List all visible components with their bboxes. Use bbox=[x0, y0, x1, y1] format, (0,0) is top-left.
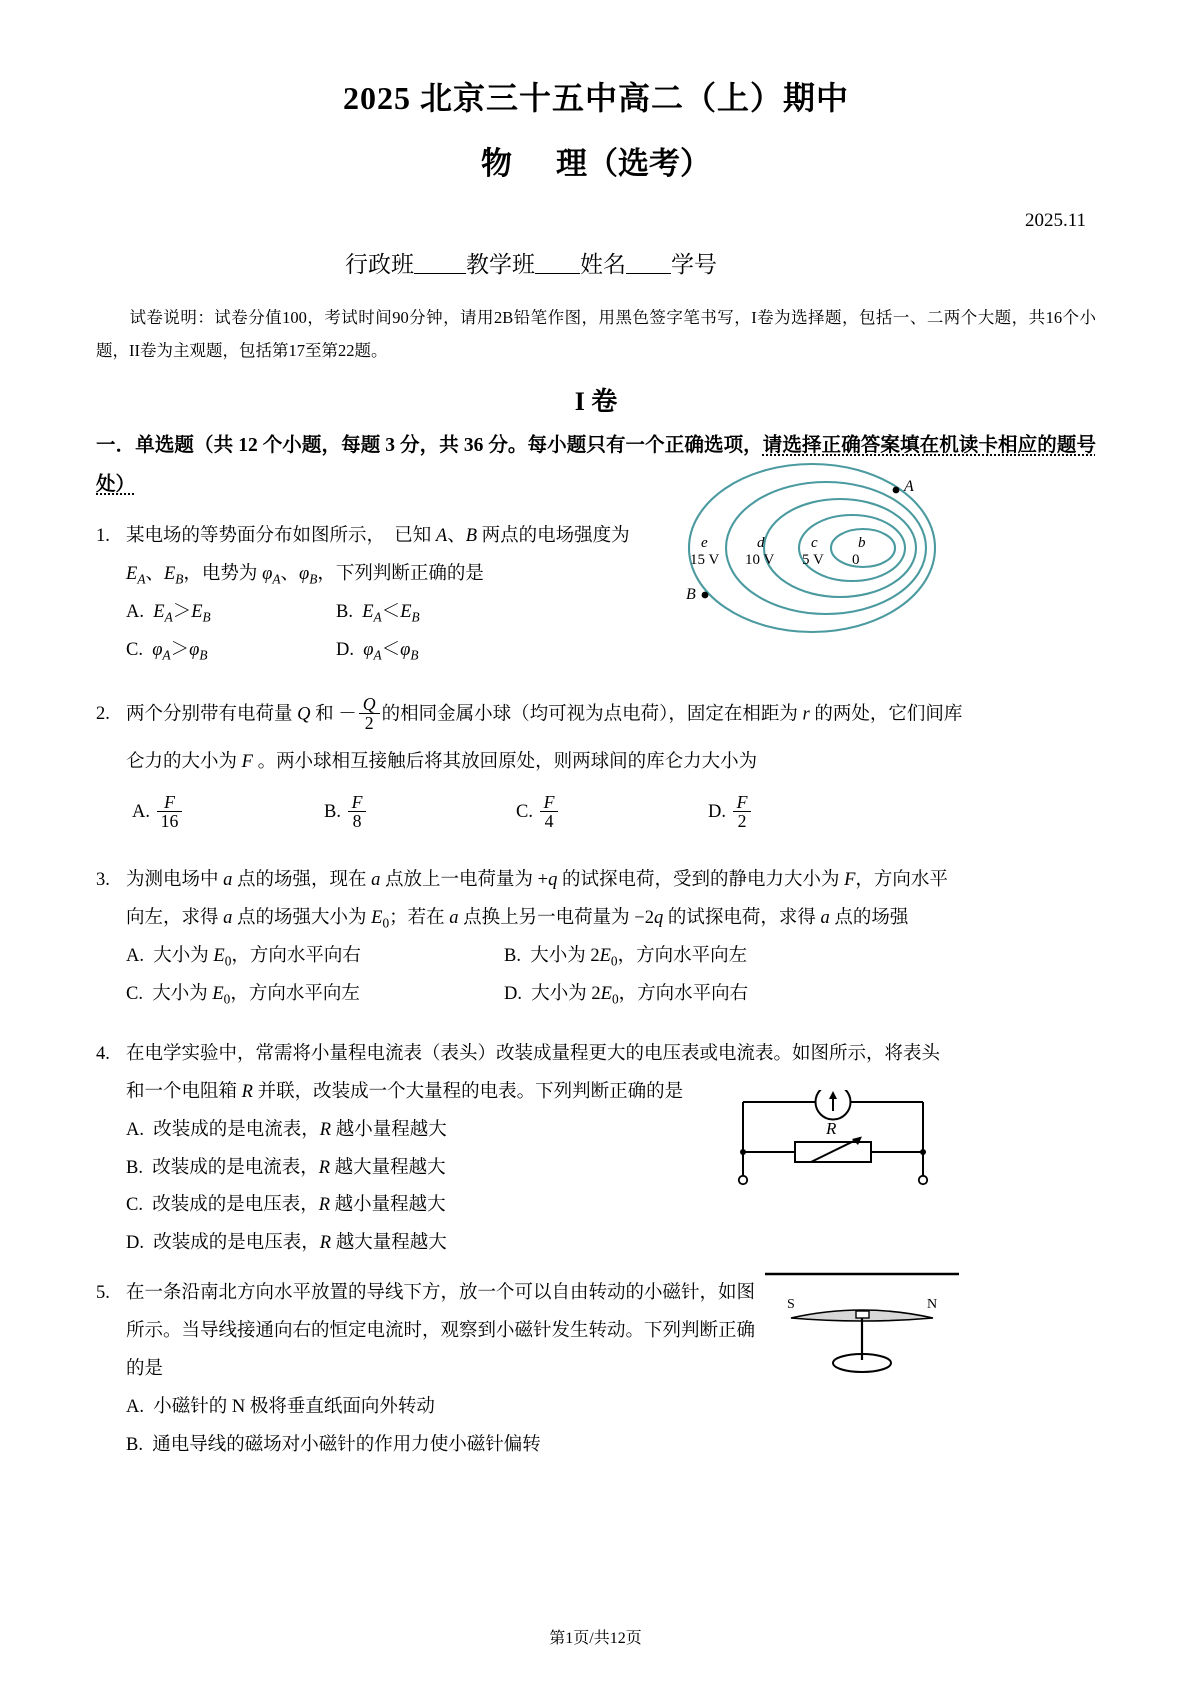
paper-part-heading: I 卷 bbox=[574, 386, 618, 416]
field-blank-teaching-class[interactable] bbox=[535, 250, 580, 274]
equipotential-letter-e: e bbox=[701, 535, 708, 551]
question-1-option-b[interactable]: B. $E_A<E_B$ bbox=[336, 601, 420, 625]
question-2-option-d[interactable]: D. $\frac{F}{2}$ bbox=[708, 794, 900, 832]
question-3-number: 3. bbox=[96, 870, 110, 891]
question-4-option-b[interactable]: B. 改装成的是电流表，R 越大量程越大 bbox=[126, 1157, 446, 1178]
equipotential-value-b: 0 bbox=[852, 552, 860, 568]
question-4-stem-line2: 和一个电阻箱 R 并联，改装成一个大量程的电表。下列判断正确的是 bbox=[126, 1081, 684, 1102]
section-heading bbox=[96, 426, 1096, 504]
equipotential-value-e: 15 V bbox=[690, 552, 720, 568]
question-3-stem-line1: 为测电场中 a 点的场强，现在 a 点放上一电荷量为 +q 的试探电荷，受到的静电力大小为 F，方向水平 bbox=[126, 870, 948, 891]
question-4-option-a[interactable]: A. 改装成的是电流表，R 越小量程越大 bbox=[126, 1119, 447, 1140]
section-heading-text: 一．单选题（共 12 个小题，每题 3 分，共 36 分。每小题只有一个正确选项， bbox=[96, 434, 763, 456]
exam-date: 2025.11 bbox=[1024, 209, 1086, 231]
question-3 bbox=[96, 862, 1096, 1014]
point-a-marker bbox=[893, 487, 900, 494]
compass-south-label: S bbox=[787, 1297, 795, 1312]
question-1-option-d[interactable]: D. $\varphi_A<\varphi_B$ bbox=[336, 639, 419, 663]
terminal-right bbox=[919, 1176, 927, 1184]
question-5-stem-line3: 的是 bbox=[126, 1359, 164, 1380]
resistor-label: R bbox=[826, 1119, 837, 1138]
question-4-stem-line1: 在电学实验中，常需将小量程电流表（表头）改装成量程更大的电压表或电流表。如图所示，将表头 bbox=[126, 1043, 941, 1064]
question-1-stem-line1: 某电场的等势面分布如图所示， 已知 A、B 两点的电场强度为 bbox=[126, 525, 630, 546]
figure-meter-circuit bbox=[727, 1090, 957, 1197]
exam-instructions bbox=[96, 301, 1096, 367]
page-title: 2025 北京三十五中高二（上）期中 bbox=[342, 80, 849, 116]
question-5-stem-line2: 所示。当导线接通向右的恒定电流时，观察到小磁针发生转动。下列判断正确 bbox=[126, 1321, 756, 1342]
question-1-number: 1. bbox=[96, 525, 110, 546]
question-3-option-d[interactable]: D. 大小为 $2E_0$，方向水平向右 bbox=[504, 983, 749, 1007]
page-footer: 第1页/共12页 bbox=[549, 1630, 642, 1647]
question-2-option-a[interactable]: A. $\frac{F}{16}$ bbox=[132, 794, 324, 832]
field-label-name: 姓名 bbox=[580, 251, 626, 277]
question-1-option-c[interactable]: C. $\varphi_A>\varphi_B$ bbox=[126, 639, 208, 663]
point-b-label: B bbox=[686, 586, 696, 603]
question-5-option-a[interactable]: A. 小磁针的 N 极将垂直纸面向外转动 bbox=[126, 1397, 435, 1418]
question-2-stem-line1: 两个分别带有电荷量 Q 和 － $\frac{Q}{2}$ 的相同金属小球（均可视为点电荷），固定在相距为 r 的两处，它们间库 bbox=[126, 693, 963, 734]
question-3-options-row1 bbox=[126, 938, 1096, 976]
equipotential-value-c: 5 V bbox=[802, 552, 824, 568]
field-blank-name[interactable] bbox=[626, 250, 671, 274]
question-1 bbox=[96, 518, 1096, 670]
point-b-marker bbox=[702, 592, 709, 599]
question-2-options bbox=[132, 791, 1096, 832]
instructions-text: 试卷说明：试卷分值100，考试时间90分钟，请用2B铅笔作图，用黑色签字笔书写，I卷为选择题，包括一、二两个大题，共16个小题，II卷为主观题，包括第17至第22题。 bbox=[96, 307, 1096, 360]
question-2-option-c[interactable]: C. $\frac{F}{4}$ bbox=[516, 794, 708, 832]
question-4-number: 4. bbox=[96, 1043, 110, 1064]
equipotential-letter-c: c bbox=[811, 535, 818, 551]
student-info-fields bbox=[96, 246, 1096, 279]
question-3-options-row2 bbox=[126, 976, 1096, 1014]
subject-char-1: 物 bbox=[481, 145, 512, 181]
subject-char-2: 理（选考） bbox=[556, 145, 711, 181]
question-2-option-b[interactable]: B. $\frac{F}{8}$ bbox=[324, 794, 516, 832]
question-3-option-c[interactable]: C. 大小为 $E_0$，方向水平向左 bbox=[126, 983, 360, 1007]
equipotential-letter-d: d bbox=[757, 535, 765, 551]
page-content bbox=[96, 0, 1096, 1465]
subject-title bbox=[96, 144, 1096, 184]
figure-compass-needle bbox=[757, 1262, 967, 1392]
equipotential-value-d: 10 V bbox=[745, 552, 775, 568]
field-label-class: 行政班 bbox=[345, 251, 414, 277]
question-1-options-row2 bbox=[126, 632, 1096, 670]
figure-equipotential-surfaces bbox=[612, 452, 942, 652]
equipotential-letter-b: b bbox=[858, 535, 866, 551]
question-3-stem-line2: 向左，求得 a 点的场强大小为 $E_0$；若在 a 点换上另一电荷量为 −2q 的试探电荷，求得 a 点的场强 bbox=[126, 908, 909, 931]
question-3-option-a[interactable]: A. 大小为 $E_0$，方向水平向右 bbox=[126, 945, 361, 969]
question-3-option-b[interactable]: B. 大小为 $2E_0$，方向水平向左 bbox=[504, 945, 748, 969]
question-2-stem-line2: 仑力的大小为 F 。两小球相互接触后将其放回原处，则两球间的库仑力大小为 bbox=[126, 751, 758, 772]
field-label-teaching-class: 教学班 bbox=[466, 251, 535, 277]
question-5-option-b[interactable]: B. 通电导线的磁场对小磁针的作用力使小磁针偏转 bbox=[126, 1435, 541, 1455]
section-heading-emphasis: 请选择正确答案填在机读卡相应的题号处） bbox=[96, 434, 1096, 495]
question-4-option-d[interactable]: D. 改装成的是电压表，R 越大量程越大 bbox=[126, 1233, 447, 1254]
question-4-option-c[interactable]: C. 改装成的是电压表，R 越小量程越大 bbox=[126, 1195, 446, 1216]
question-1-option-a[interactable]: A. $E_A>E_B$ bbox=[126, 601, 211, 625]
question-1-options-row1 bbox=[126, 594, 1096, 632]
question-5-number: 5. bbox=[96, 1283, 110, 1304]
compass-north-label: N bbox=[927, 1297, 938, 1312]
question-2-number: 2. bbox=[96, 703, 110, 724]
question-1-stem-line2: $E_A$、$E_B$，电势为 $\varphi_A$、$\varphi_B$，下列判断正确的是 bbox=[126, 563, 484, 587]
field-blank-class[interactable] bbox=[414, 250, 466, 274]
terminal-left bbox=[739, 1176, 747, 1184]
question-2 bbox=[96, 693, 1096, 833]
field-label-id: 学号 bbox=[671, 251, 717, 277]
point-a-label: A bbox=[904, 478, 914, 495]
question-5-stem-line1: 在一条沿南北方向水平放置的导线下方，放一个可以自由转动的小磁针，如图 bbox=[126, 1283, 756, 1304]
